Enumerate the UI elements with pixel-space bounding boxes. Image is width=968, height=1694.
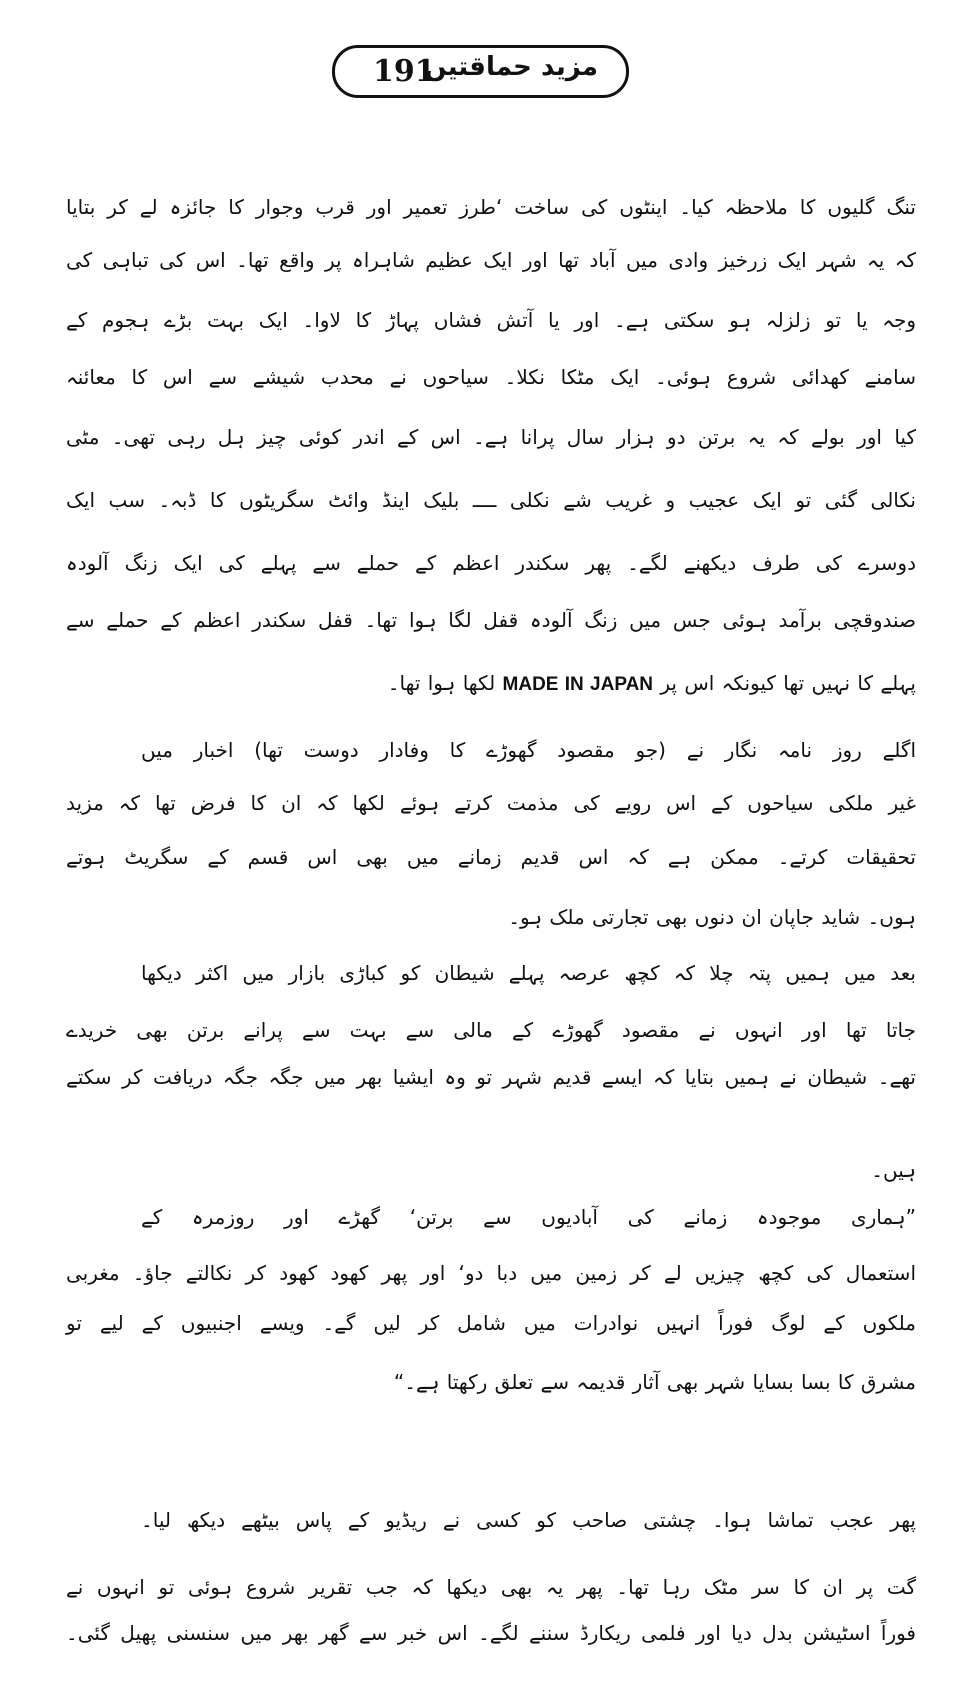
text-line: کہ یہ شہر ایک زرخیز وادی میں آباد تھا اور ایک عظیم شاہراہ پر واقع تھا۔ اس کی تباہی کی: [66, 248, 916, 272]
running-header: [332, 45, 629, 98]
text-line: تھے۔ شیطان نے ہمیں بتایا کہ ایسے قدیم شہر تو وہ ایشیا بھر میں جگہ جگہ دریافت کر سکتے: [66, 1065, 916, 1089]
text-line: فوراً اسٹیشن بدل دیا اور فلمی ریکارڈ سننے لگے۔ اس خبر سے گھر بھر میں سنسنی پھیل گئی۔: [66, 1621, 916, 1645]
text-line: غیر ملکی سیاحوں کے اس رویے کی مذمت کرتے ہوئے لکھا کہ ان کا فرض تھا کہ مزید: [66, 791, 916, 815]
text-line: کیا اور بولے کہ یہ برتن دو ہزار سال پرانا ہے۔ اس کے اندر کوئی چیز ہل رہی تھی۔ مٹی: [66, 425, 916, 449]
text-line: نکالی گئی تو ایک عجیب و غریب شے نکلی ــــ بلیک اینڈ وائٹ سگریٹوں کا ڈبہ۔ سب ایک: [66, 488, 916, 512]
text-segment: لکھا ہوا تھا۔: [387, 671, 496, 695]
text-line: مشرق کا بسا بسایا شہر بھی آثار قدیمہ سے تعلق رکھتا ہے۔“: [393, 1370, 916, 1394]
paragraph-start: اگلے روز نامہ نگار نے (جو مقصود گھوڑے کا وفادار دوست تھا) اخبار میں: [141, 738, 916, 762]
text-line: ملکوں کے لوگ فوراً انہیں نوادرات میں شامل کر لیں گے۔ ویسے اجنبیوں کے لیے تو: [66, 1311, 916, 1335]
text-line: تحقیقات کرتے۔ ممکن ہے کہ اس قدیم زمانے میں بھی اس قسم کے سگریٹ ہوتے: [66, 845, 916, 869]
text-line: صندوقچی برآمد ہوئی جس میں زنگ آلودہ قفل لگا ہوا تھا۔ قفل سکندر اعظم کے حملے سے: [66, 608, 916, 632]
paragraph-start: ”ہماری موجودہ زمانے کی آبادیوں سے برتن‘ گھڑے اور روزمرہ کے: [141, 1205, 916, 1229]
text-line: ہوں۔ شاید جاپان ان دنوں بھی تجارتی ملک ہو۔: [508, 905, 916, 929]
text-line: تنگ گلیوں کا ملاحظہ کیا۔ اینٹوں کی ساخت ‘طرز تعمیر اور قرب وجوار کا جائزہ لے کر بتایا: [66, 195, 916, 219]
text-line: دوسرے کی طرف دیکھنے لگے۔ پھر سکندر اعظم کے حملے سے پہلے کی ایک زنگ آلودہ: [66, 551, 916, 575]
text-line: جاتا تھا اور انہوں نے مقصود گھوڑے کے مالی سے بہت سے پرانے برتن بھی خریدے: [66, 1018, 916, 1042]
text-segment: پہلے کا نہیں تھا کیونکہ اس پر: [660, 671, 916, 695]
text-line: گت پر ان کا سر مٹک رہا تھا۔ پھر یہ بھی دیکھا کہ جب تقریر شروع ہوئی تو انہوں نے: [66, 1575, 916, 1599]
text-line: استعمال کی کچھ چیزیں لے کر زمین میں دبا دو‘ اور پھر کھود کھود کر نکالتے جاؤ۔ مغربی: [66, 1261, 916, 1285]
text-line: ہیں۔: [871, 1158, 916, 1182]
english-phrase: MADE IN JAPAN: [502, 674, 654, 695]
text-line: [66, 668, 916, 700]
book-title: مزید حماقتیں: [424, 52, 598, 82]
text-line: وجہ یا تو زلزلہ ہو سکتی ہے۔ اور یا آتش فشاں پہاڑ کا لاوا۔ ایک بہت بڑے ہجوم کے: [66, 308, 916, 332]
paragraph-start: پھر عجب تماشا ہوا۔ چشتی صاحب کو کسی نے ریڈیو کے پاس بیٹھے دیکھ لیا۔: [141, 1508, 916, 1532]
text-line: سامنے کھدائی شروع ہوئی۔ ایک مٹکا نکلا۔ سیاحوں نے محدب شیشے سے اس کا معائنہ: [66, 365, 916, 389]
page-number: 191: [373, 54, 436, 89]
paragraph-start: بعد میں ہمیں پتہ چلا کہ کچھ عرصہ پہلے شیطان کو کباڑی بازار میں اکثر دیکھا: [141, 961, 916, 985]
